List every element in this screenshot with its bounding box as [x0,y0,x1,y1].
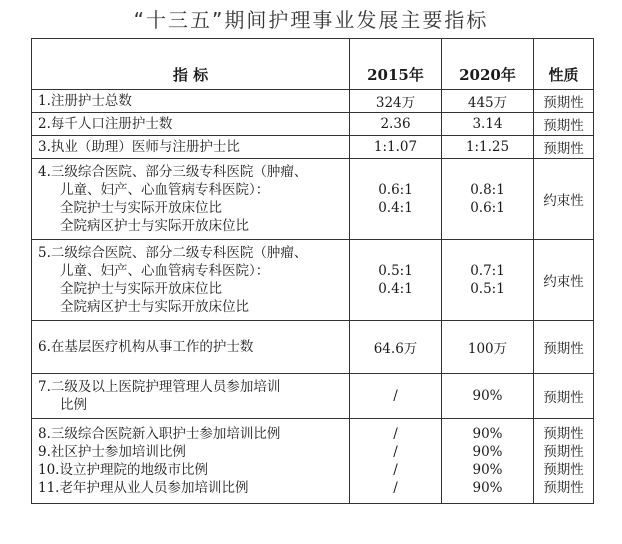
header-indicator: 指 标 [32,39,350,90]
table-row [32,159,594,240]
value-2015 [350,419,442,504]
value-line: / [393,426,398,442]
indicator-line: 10.设立护理院的地级市比例 [38,462,208,478]
table-row [32,136,594,159]
table-row-group [32,419,594,504]
value-2020 [442,159,534,240]
nature-line: 预期性 [543,444,584,460]
indicator-line: 4.三级综合医院、部分三级专科医院（肿瘤、 [38,164,308,180]
ratio-value: 0.5:1 [378,263,413,279]
indicator-line: 7.二级及以上医院护理管理人员参加培训 [38,379,281,395]
value-line: / [393,462,398,478]
nature-cell: 预期性 [534,90,594,113]
value-line: / [393,480,398,496]
indicator-cell: 2.每千人口注册护士数 [32,113,350,136]
value-line: / [393,444,398,460]
ratio-value: 0.5:1 [470,281,505,297]
nature-line: 预期性 [543,480,584,496]
header-2020: 2020年 [442,39,534,90]
nature-line: 预期性 [543,462,584,478]
indicator-cell: 6.在基层医疗机构从事工作的护士数 [32,321,350,374]
header-nature: 性质 [534,39,594,90]
indicator-sub-line: 全院护士与实际开放床位比 [60,281,222,297]
value-2020: 1:1.25 [442,136,534,159]
nature-cell: 预期性 [534,321,594,374]
nature-cell: 预期性 [534,374,594,419]
indicator-cell [32,374,350,419]
nature-cell [534,419,594,504]
indicator-line: 儿童、妇产、心血管病专科医院）： [60,263,270,279]
value-2020: 100万 [442,321,534,374]
nature-cell: 约束性 [534,159,594,240]
indicator-cell [32,419,350,504]
nature-cell: 约束性 [534,240,594,321]
indicator-cell [32,240,350,321]
indicator-cell: 1.注册护士总数 [32,90,350,113]
value-2015 [350,240,442,321]
value-2015: 1:1.07 [350,136,442,159]
value-line: 90% [472,444,503,460]
nature-line: 预期性 [543,426,584,442]
ratio-value: 0.4:1 [378,281,413,297]
value-2015: 324万 [350,90,442,113]
value-2020: 3.14 [442,113,534,136]
indicator-line: 5.二级综合医院、部分二级专科医院（肿瘤、 [38,245,308,261]
table-header-row [32,39,594,90]
indicator-line: 比例 [60,397,87,413]
table-row [32,90,594,113]
table-row [32,113,594,136]
table-row [32,374,594,419]
ratio-value: 0.8:1 [470,182,505,198]
value-line: 90% [472,480,503,496]
indicator-sub-line: 全院病区护士与实际开放床位比 [60,299,249,315]
table-row [32,321,594,374]
value-2015: 64.6万 [350,321,442,374]
indicator-sub-line: 全院护士与实际开放床位比 [60,200,222,216]
value-2020 [442,240,534,321]
indicator-line: 8.三级综合医院新入职护士参加培训比例 [38,426,281,442]
header-2015: 2015年 [350,39,442,90]
indicator-sub-line: 全院病区护士与实际开放床位比 [60,218,249,234]
value-line: 90% [472,426,503,442]
ratio-value: 0.7:1 [470,263,505,279]
indicator-line: 儿童、妇产、心血管病专科医院）： [60,182,270,198]
value-2020: 90% [442,374,534,419]
value-2020 [442,419,534,504]
indicator-line: 11.老年护理从业人员参加培训比例 [38,480,249,496]
indicator-cell: 3.执业（助理）医师与注册护士比 [32,136,350,159]
indicator-line: 9.社区护士参加培训比例 [38,444,186,460]
value-2020: 445万 [442,90,534,113]
nature-cell: 预期性 [534,113,594,136]
ratio-value: 0.6:1 [378,182,413,198]
indicator-table [31,38,594,504]
indicator-cell [32,159,350,240]
value-2015: / [350,374,442,419]
page-title: “十三五”期间护理事业发展主要指标 [133,8,489,32]
nature-cell: 预期性 [534,136,594,159]
table-row [32,240,594,321]
value-line: 90% [472,462,503,478]
ratio-value: 0.6:1 [470,200,505,216]
ratio-value: 0.4:1 [378,200,413,216]
value-2015: 2.36 [350,113,442,136]
value-2015 [350,159,442,240]
